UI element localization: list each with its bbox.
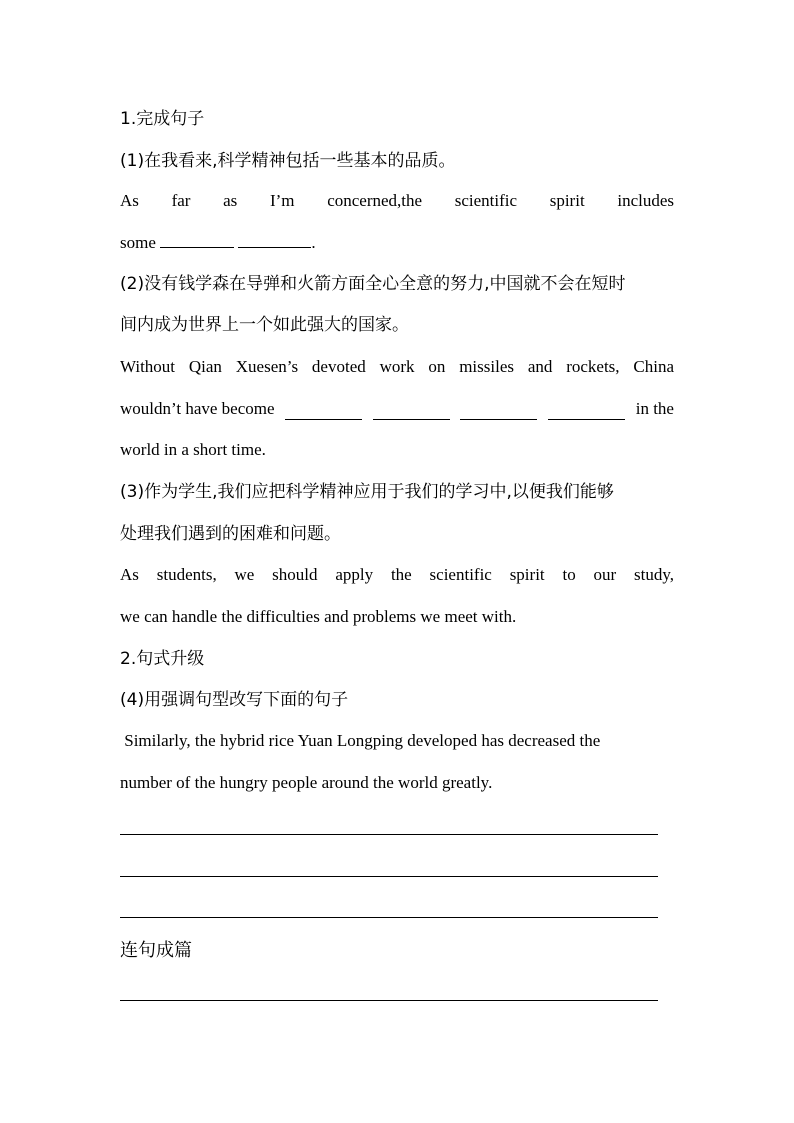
q3-english-line1: As students, we should apply the scientific spirit to our study, [120, 565, 674, 584]
q2-suffix: in the [635, 399, 674, 418]
q2-english-line2 [120, 398, 674, 420]
q2-prefix: wouldn’t have become [120, 399, 275, 418]
q3-chinese-line2: 处理我们遇到的困难和问题。 [120, 524, 341, 544]
q2-blank-4[interactable] [548, 403, 625, 420]
q1-english-line2 [120, 231, 674, 254]
q1-english-line1: As far as I’m concerned,the scientific spirit includes [120, 191, 674, 210]
section2-heading: 2.句式升级 [120, 649, 205, 669]
q2-chinese-line1: (2)没有钱学森在导弹和火箭方面全心全意的努力,中国就不会在短时 [120, 274, 626, 294]
section3-heading: 连句成篇 [120, 940, 192, 961]
q4-english-line1: Similarly, the hybrid rice Yuan Longping developed has decreased the [120, 731, 601, 750]
section1-heading: 1.完成句子 [120, 109, 205, 129]
q4-chinese: (4)用强调句型改写下面的句子 [120, 690, 349, 710]
q2-blank-3[interactable] [460, 403, 537, 420]
q3-chinese-line1: (3)作为学生,我们应把科学精神应用于我们的学习中,以便我们能够 [120, 482, 614, 502]
answer-line-4[interactable] [120, 1000, 658, 1001]
q2-chinese-line2: 间内成为世界上一个如此强大的国家。 [120, 315, 409, 335]
q1-blank-2[interactable] [238, 231, 311, 248]
q2-english-line3: world in a short time. [120, 440, 266, 459]
answer-line-1[interactable] [120, 834, 658, 835]
q1-prefix: some [120, 233, 156, 252]
q1-chinese: (1)在我看来,科学精神包括一些基本的品质。 [120, 151, 456, 171]
q2-blank-1[interactable] [285, 403, 362, 420]
q4-english-line2: number of the hungry people around the world greatly. [120, 773, 493, 792]
answer-line-2[interactable] [120, 876, 658, 877]
q1-blank-1[interactable] [160, 231, 234, 248]
q2-blank-2[interactable] [373, 403, 450, 420]
q2-english-line1: Without Qian Xuesen’s devoted work on missiles and rockets, China [120, 357, 674, 376]
q3-english-line2: we can handle the difficulties and problems we meet with. [120, 607, 517, 626]
q1-suffix: . [311, 233, 316, 252]
answer-line-3[interactable] [120, 917, 658, 918]
